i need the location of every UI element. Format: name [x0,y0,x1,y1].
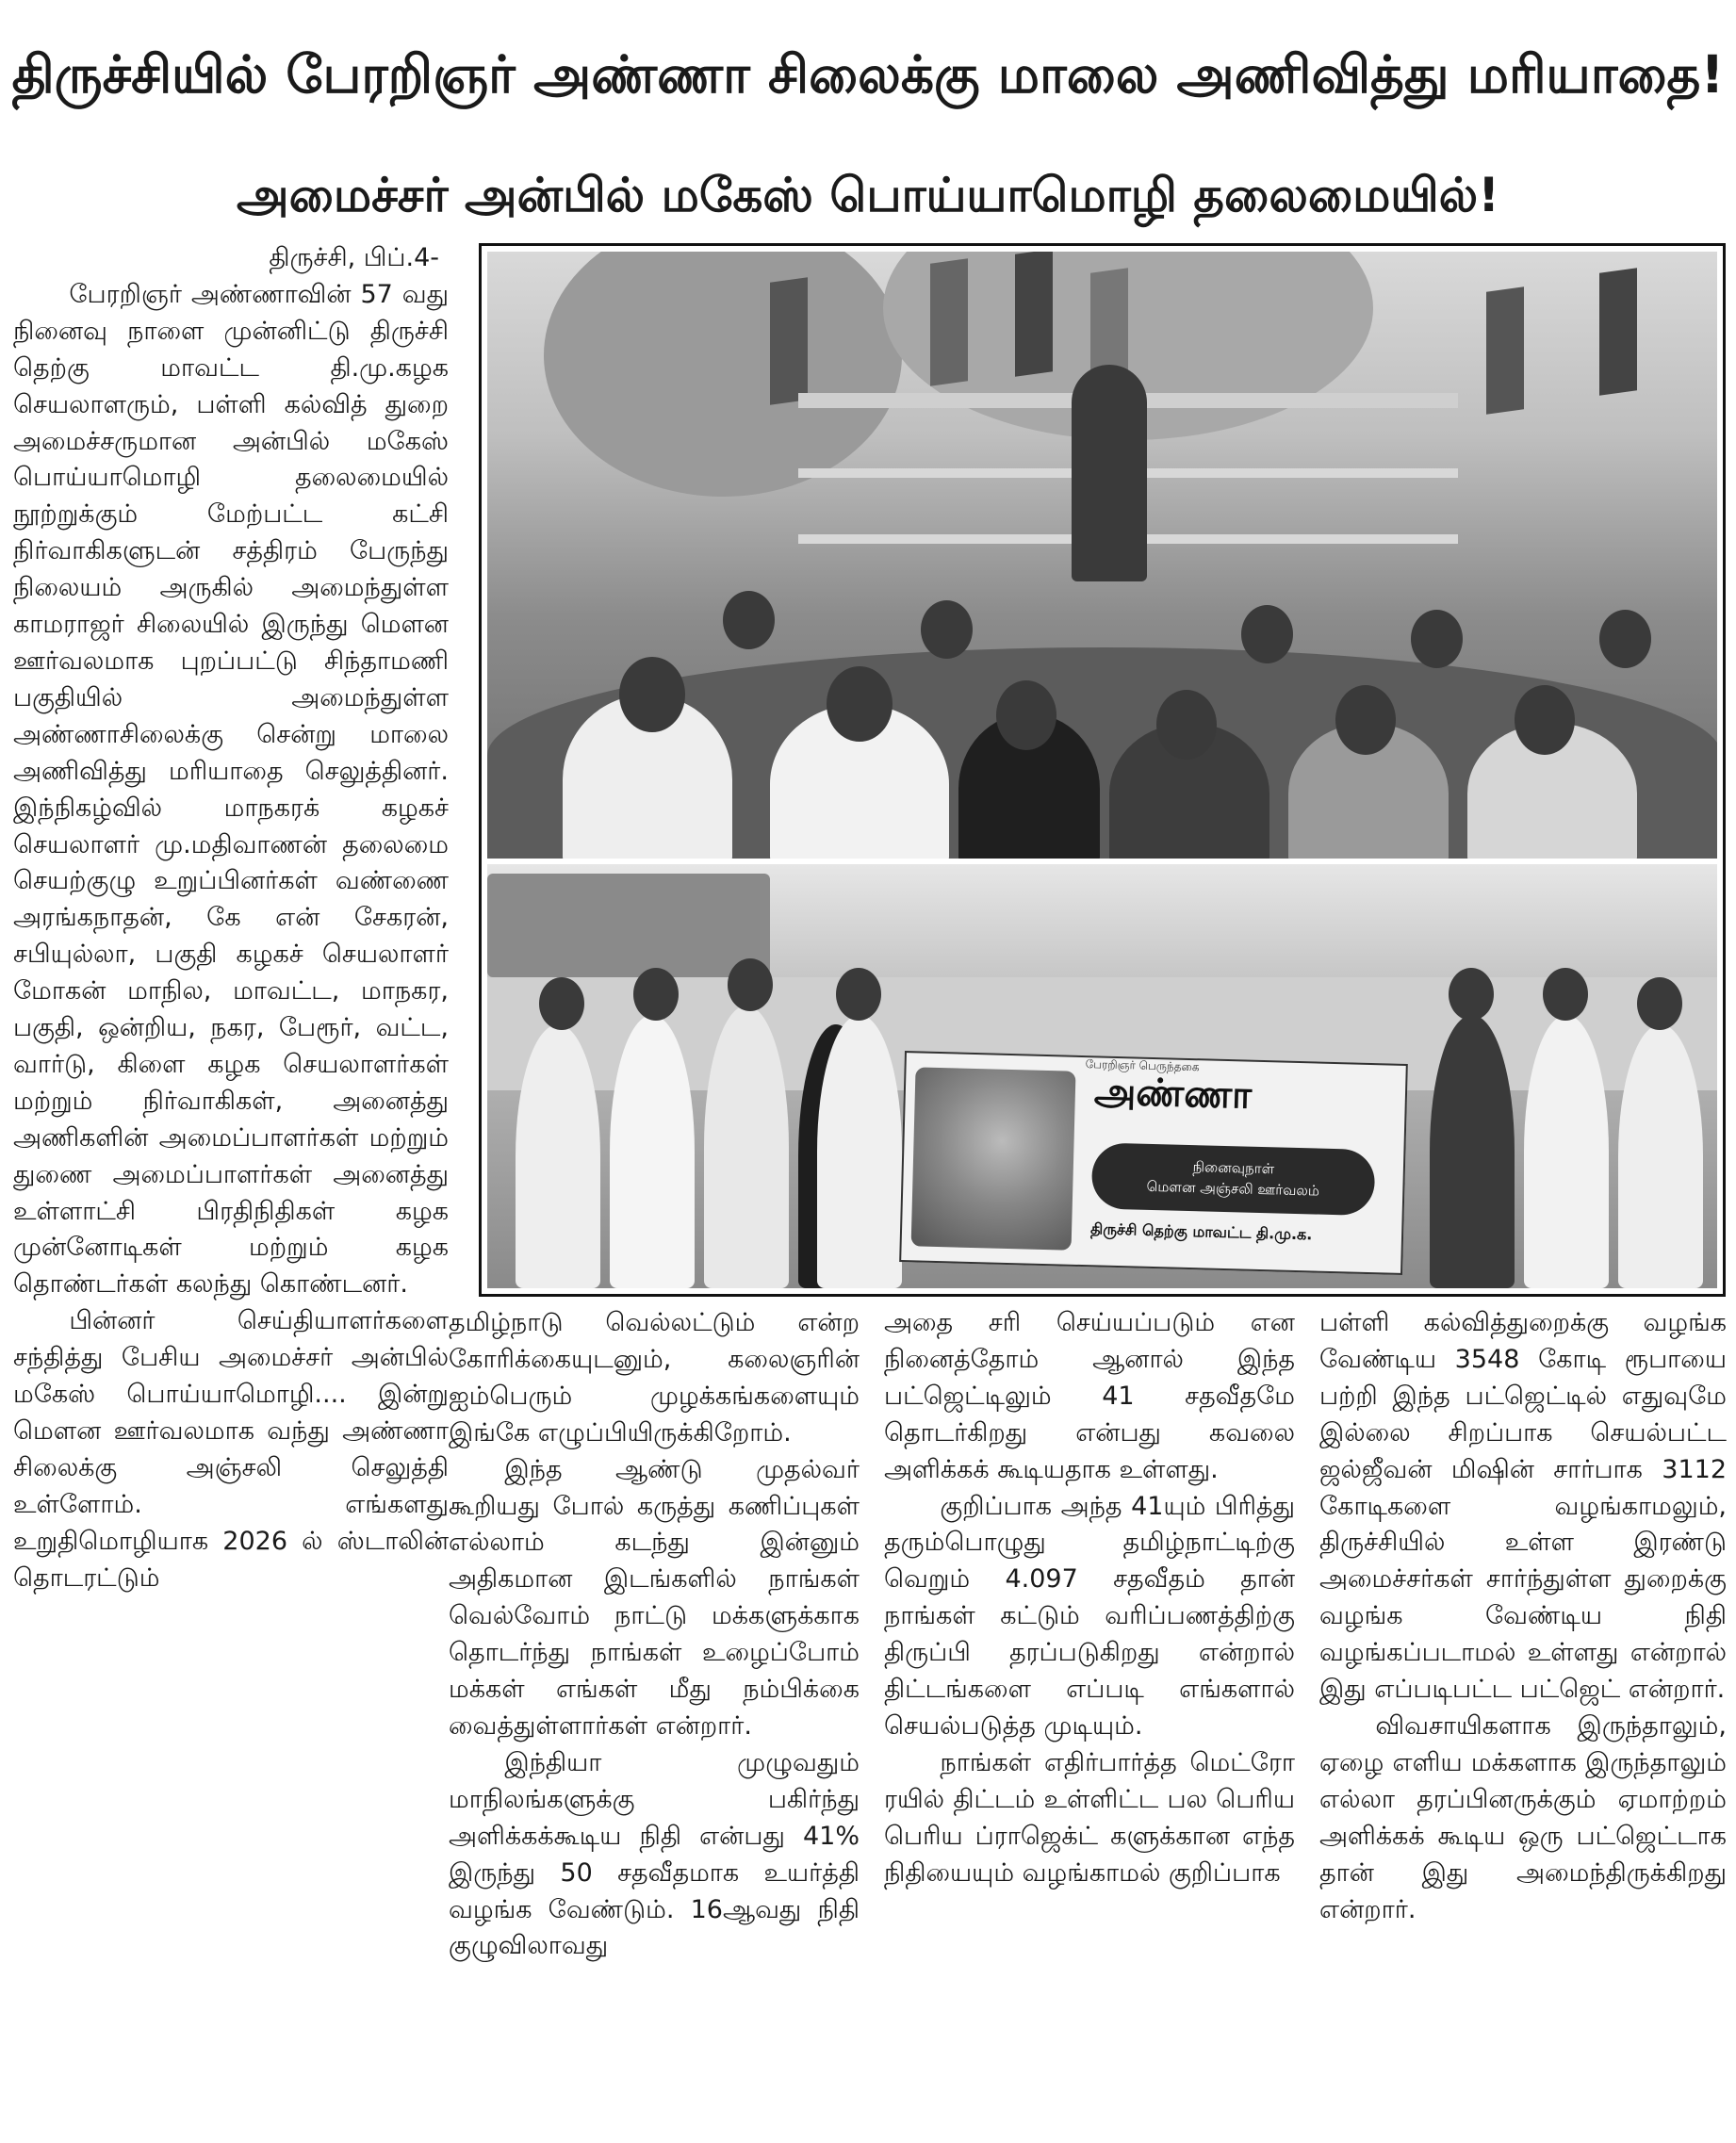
article-column-4 [1319,1305,1727,2136]
paragraph: பேரறிஞர் அண்ணாவின் 57 வது நினைவு நாளை முன்னிட்டு திருச்சி தெற்கு மாவட்ட தி.மு.கழக செயலாளரும், பள்ளி கல்வித் துறை அமைச்சருமான அன்பில் மகேஸ் பொய்யாமொழி தலைமையில் நூற்றுக்கும் மேற்பட்ட கட்சி நிர்வாகிகளுடன் சத்திரம் பேருந்து நிலையம் அருகில் அமைந்துள்ள காமராஜர் சிலையில் இருந்து மௌன ஊர்வலமாக புறப்பட்டு சிந்தாமணி பகுதியில் அமைந்துள்ள அண்ணாசிலைக்கு சென்று மாலை அணிவித்து மரியாதை செலுத்தினர். இந்நிகழ்வில் மாநகரக் கழகச் செயலாளர் மு.மதிவாணன் தலைமை செயற்குழு உறுப்பினர்கள் வண்ணை அரங்கநாதன், கே என் சேகரன், சபியுல்லா, பகுதி கழகச் செயலாளர் மோகன் மாநில, மாவட்ட, மாநகர, பகுதி, ஒன்றிய, நகர, பேரூர், வட்ட, வார்டு, கிளை கழக செயலாளர்கள் மற்றும் நிர்வாகிகள், அனைத்து அணிகளின் அமைப்பாளர்கள் மற்றும் துணை அமைப்பாளர்கள் அனைத்து உள்ளாட்சி பிரதிநிதிகள் கழக முன்னோடிகள் மற்றும் கழக தொண்டர்கள் கலந்து கொண்டனர். [13,279,449,1300]
paragraph: தமிழ்நாடு வெல்லட்டும் என்ற கோரிக்கையுடனும், கலைஞரின் ஐம்பெரும் முழக்கங்களையும் இங்கே எழுப்பியிருக்கிறோம். [449,1308,860,1448]
banner-pill-line1: நினைவுநாள் [1192,1158,1275,1178]
dateline: திருச்சி, பிப்.4- [269,243,439,272]
banner-top-text: பேரறிஞர் பெருந்தகை [1085,1057,1200,1074]
paragraph: பள்ளி கல்வித்துறைக்கு வழங்க வேண்டிய 3548 கோடி ரூபாயை பற்றி இந்த பட்ஜெட்டில் எதுவுமே இல்லை சிறப்பாக செயல்பட்ட ஜல்ஜீவன் மிஷின் சார்பாக 3112 கோடிகளை வழங்காமலும், திருச்சியில் உள்ள இரண்டு அமைச்சர்கள் சார்ந்துள்ள துறைக்கு வழங்க வேண்டிய நிதி வழங்கப்படாமல் உள்ளது என்றால் இது எப்படிபட்ட பட்ஜெட் என்றார். [1319,1308,1727,1705]
paragraph: விவசாயிகளாக இருந்தாலும், ஏழை எளிய மக்களாக இருந்தாலும் எல்லா தரப்பினருக்கும் ஏமாற்றம் அளிக்கக் கூடிய ஒரு பட்ஜெட்டாக தான் இது அமைந்திருக்கிறது என்றார். [1319,1710,1727,1924]
paragraph: குறிப்பாக அந்த 41யும் பிரித்து தரும்பொழுது தமிழ்நாட்டிற்கு வெறும் 4.097 சதவீதம் தான் நாங்கள் கட்டும் வரிப்பணத்திற்கு திருப்பி தரப்படுகிறது என்றால் திட்டங்களை எப்படி எங்களால் செயல்படுத்த முடியும். [884,1491,1295,1741]
headline: திருச்சியில் பேரறிஞர் அண்ணா சிலைக்கு மாலை அணிவித்து மரியாதை! [11,44,1725,105]
subheadline: அமைச்சர் அன்பில் மகேஸ் பொய்யாமொழி தலைமையில்! [237,167,1499,222]
banner-footer: திருச்சி தெற்கு மாவட்ட தி.மு.க. [1089,1219,1313,1244]
paragraph: அதை சரி செய்யப்படும் என நினைத்தோம் ஆனால் இந்த பட்ஜெட்டிலும் 41 சதவீதமே தொடர்கிறது என்பது கவலை அளிக்கக் கூடியதாக உள்ளது. [884,1308,1295,1484]
banner-pill-line2: மௌன அஞ்சலி ஊர்வலம் [1146,1177,1320,1200]
banner-title: அண்ணா [1093,1069,1253,1118]
paragraph: இந்த ஆண்டு முதல்வர் கூறியது போல் கருத்து கணிப்புகள் எல்லாம் கடந்து இன்னும் அதிகமான இடங்களில் நாங்கள் வெல்வோம் நாட்டு மக்களுக்காக தொடர்ந்து நாங்கள் உழைப்போம் மக்கள் எங்கள் மீது நம்பிக்கை வைத்துள்ளார்கள் என்றார். [449,1454,860,1741]
paragraph: நாங்கள் எதிர்பார்த்த மெட்ரோ ரயில் திட்டம் உள்ளிட்ட பல பெரிய பெரிய ப்ராஜெக்ட் களுக்கான எந்த நிதியையும் வழங்காமல் குறிப்பாக [884,1747,1295,1888]
article-column-2 [449,1305,860,2136]
paragraph: இந்தியா முழுவதும் மாநிலங்களுக்கு பகிர்ந்து அளிக்கக்கூடிய நிதி என்பது 41% இருந்து 50 சதவீதமாக உயர்த்தி வழங்க வேண்டும். 16ஆவது நிதி குழுவிலாவது [449,1747,860,1961]
article-column-3 [884,1305,1295,2136]
article-column-1 [13,240,449,2136]
banner-pill [1091,1142,1376,1216]
anna-portrait [911,1067,1076,1250]
photo-leaders-at-statue [487,252,1717,859]
photo-silent-procession [487,864,1717,1288]
paragraph: பின்னர் செய்தியாளர்களை சந்தித்து பேசிய அமைச்சர் அன்பில் மகேஸ் பொய்யாமொழி.... இன்று மௌன ஊர்வலமாக வந்து அண்ணா சிலைக்கு அஞ்சலி செலுத்தி உள்ளோம். எங்களது உறுதிமொழியாக 2026 ல் ஸ்டாலின் தொடரட்டும் [13,1306,449,1593]
photo-frame [479,243,1726,1297]
procession-banner [899,1051,1408,1275]
